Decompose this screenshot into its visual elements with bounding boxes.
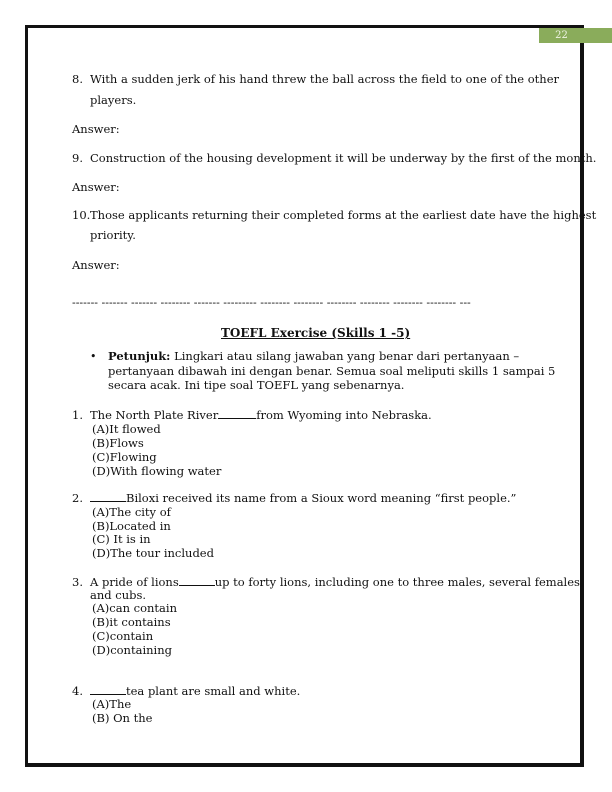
answer-label: Answer: bbox=[72, 122, 120, 136]
instruction-label: Petunjuk: bbox=[108, 349, 171, 363]
question-number: 9. bbox=[72, 151, 83, 165]
question-number: 1. bbox=[72, 408, 83, 422]
option: (B)it contains bbox=[92, 615, 171, 629]
mc-question-2 bbox=[72, 491, 516, 505]
option: (A)The city of bbox=[92, 505, 171, 519]
question-number: 8. bbox=[72, 72, 83, 86]
answer-blank bbox=[179, 575, 215, 586]
question-text-before: A pride of lions bbox=[90, 575, 179, 589]
question-text: With a sudden jerk of his hand threw the ball across the field to one of the other bbox=[90, 72, 560, 86]
mc-question-4 bbox=[72, 684, 300, 698]
page-number: 22 bbox=[539, 28, 584, 43]
question-text-after: tea plant are small and white. bbox=[126, 684, 301, 698]
question-number: 10. bbox=[72, 208, 91, 222]
option: (B)Located in bbox=[92, 519, 171, 533]
answer-label: Answer: bbox=[72, 258, 120, 272]
question-text-before: The North Plate River bbox=[90, 408, 219, 422]
option: (C)contain bbox=[92, 629, 154, 643]
option: (C)Flowing bbox=[92, 450, 157, 464]
question-number: 2. bbox=[72, 491, 83, 505]
option: (C) It is in bbox=[92, 532, 151, 546]
mc-question-1 bbox=[72, 408, 432, 422]
exercise-title: TOEFL Exercise (Skills 1 -5) bbox=[221, 326, 411, 340]
question-8-line2: players. bbox=[90, 93, 137, 107]
option: (D)containing bbox=[92, 643, 172, 657]
question-text: Construction of the housing development it will be underway by the first of the month. bbox=[90, 151, 597, 165]
mc-question-3 bbox=[72, 575, 584, 589]
instruction-line2: pertanyaan dibawah ini dengan benar. Semua soal meliputi skills 1 sampai 5 bbox=[108, 364, 556, 378]
option: (B)Flows bbox=[92, 436, 144, 450]
option: (D)The tour included bbox=[92, 546, 214, 560]
question-10 bbox=[72, 208, 596, 222]
instruction-text: Lingkari atau silang jawaban yang benar dari pertanyaan – bbox=[170, 349, 520, 363]
question-8 bbox=[72, 72, 559, 86]
option: (A)The bbox=[92, 697, 132, 711]
answer-blank bbox=[90, 491, 126, 502]
question-number: 4. bbox=[72, 684, 83, 698]
answer-label: Answer: bbox=[72, 180, 120, 194]
question-9 bbox=[72, 151, 596, 165]
option: (D)With flowing water bbox=[92, 464, 222, 478]
question-text-after: from Wyoming into Nebraska. bbox=[256, 408, 432, 422]
option: (A)can contain bbox=[92, 601, 177, 615]
instruction-line3: secara acak. Ini tipe soal TOEFL yang sebenarnya. bbox=[108, 378, 405, 392]
instruction-line1 bbox=[108, 349, 519, 363]
answer-blank bbox=[218, 408, 256, 419]
question-3-line2: and cubs. bbox=[90, 588, 147, 602]
question-text-after: Biloxi received its name from a Sioux word meaning “first people.” bbox=[126, 491, 517, 505]
option: (B) On the bbox=[92, 711, 153, 725]
page-number-tab bbox=[584, 28, 612, 43]
option: (A)It flowed bbox=[92, 422, 161, 436]
question-10-line2: priority. bbox=[90, 228, 136, 242]
answer-blank bbox=[90, 684, 126, 695]
question-number: 3. bbox=[72, 575, 83, 589]
question-text-after: up to forty lions, including one to three males, several females, bbox=[214, 575, 584, 589]
question-text: Those applicants returning their completed forms at the earliest date have the highest bbox=[90, 208, 597, 222]
section-divider: ------- ------- ------- -------- ------- --------- -------- -------- -------- -------- -------- -------- --- bbox=[72, 296, 471, 309]
bullet-icon: • bbox=[90, 350, 97, 363]
